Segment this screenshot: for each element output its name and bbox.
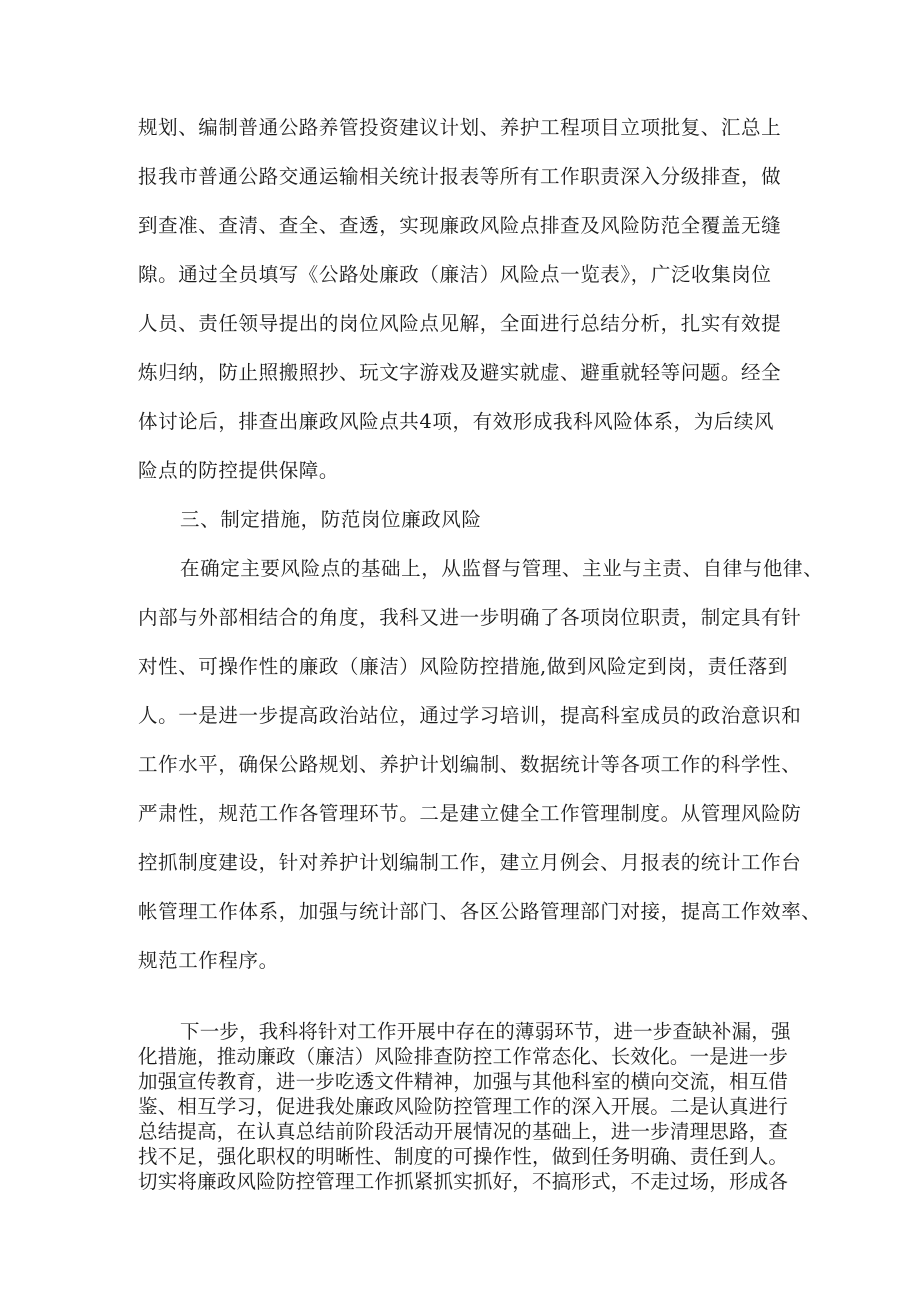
paragraph-line: 控抓制度建设，针对养护计划编制工作，建立月例会、月报表的统计工作台 bbox=[138, 851, 802, 874]
paragraph-line: 险点的防控提供保障。 bbox=[138, 459, 340, 482]
paragraph-line: 帐管理工作体系，加强与统计部门、各区公路管理部门对接，提高工作效率、 bbox=[138, 900, 822, 923]
paragraph-line: 人员、责任领导提出的岗位风险点见解，全面进行总结分析，扎实有效提 bbox=[138, 312, 782, 335]
paragraph-line: 规划、编制普通公路养管投资建议计划、养护工程项目立项批复、汇总上 bbox=[138, 116, 782, 139]
paragraph-line: 鉴、相互学习，促进我处廉政风险防控管理工作的深入开展。二是认真进行 bbox=[138, 1095, 789, 1118]
paragraph-line: 在确定主要风险点的基础上，从监督与管理、主业与主责、自律与他律、 bbox=[180, 557, 824, 580]
paragraph-line: 炼归纳，防止照搬照抄、玩文字游戏及避实就虚、避重就轻等问题。经全 bbox=[138, 361, 782, 384]
paragraph-line: 化措施，推动廉政（廉洁）风险排查防控工作常态化、长效化。一是进一步 bbox=[138, 1045, 789, 1068]
paragraph-line: 工作水平，确保公路规划、养护计划编制、数据统计等各项工作的科学性、 bbox=[138, 753, 802, 776]
paragraph-line: 隙。通过全员填写《公路处廉政（廉洁）风险点一览表》，广泛收集岗位 bbox=[138, 263, 772, 286]
paragraph-line: 到查准、查清、查全、查透，实现廉政风险点排查及风险防范全覆盖无缝 bbox=[138, 214, 782, 237]
paragraph-line: 加强宣传教育，进一步吃透文件精神，加强与其他科室的横向交流，相互借 bbox=[138, 1070, 789, 1093]
paragraph-line: 找不足，强化职权的明晰性、制度的可操作性，做到任务明确、责任到人。 bbox=[138, 1145, 789, 1168]
paragraph-line: 体讨论后，排查出廉政风险点共4项，有效形成我科风险体系，为后续风 bbox=[138, 410, 775, 433]
paragraph-line: 下一步，我科将针对工作开展中存在的薄弱环节，进一步查缺补漏，强 bbox=[180, 1020, 791, 1043]
paragraph-line: 内部与外部相结合的角度，我科又进一步明确了各项岗位职责，制定具有针 bbox=[138, 606, 802, 629]
paragraph-line: 切实将廉政风险防控管理工作抓紧抓实抓好，不搞形式，不走过场，形成各 bbox=[138, 1170, 789, 1193]
paragraph-line: 总结提高，在认真总结前阶段活动开展情况的基础上，进一步清理思路，查 bbox=[138, 1120, 789, 1143]
paragraph-line: 严肃性，规范工作各管理环节。二是建立健全工作管理制度。从管理风险防 bbox=[138, 802, 802, 825]
paragraph-line: 人。一是进一步提高政治站位，通过学习培训，提高科室成员的政治意识和 bbox=[138, 704, 802, 727]
section-heading: 三、制定措施，防范岗位廉政风险 bbox=[180, 508, 482, 531]
paragraph-line: 报我市普通公路交通运输相关统计报表等所有工作职责深入分级排查，做 bbox=[138, 165, 782, 188]
paragraph-line: 规范工作程序。 bbox=[138, 949, 279, 972]
paragraph-line: 对性、可操作性的廉政（廉洁）风险防控措施,做到风险定到岗，责任落到 bbox=[138, 655, 788, 678]
